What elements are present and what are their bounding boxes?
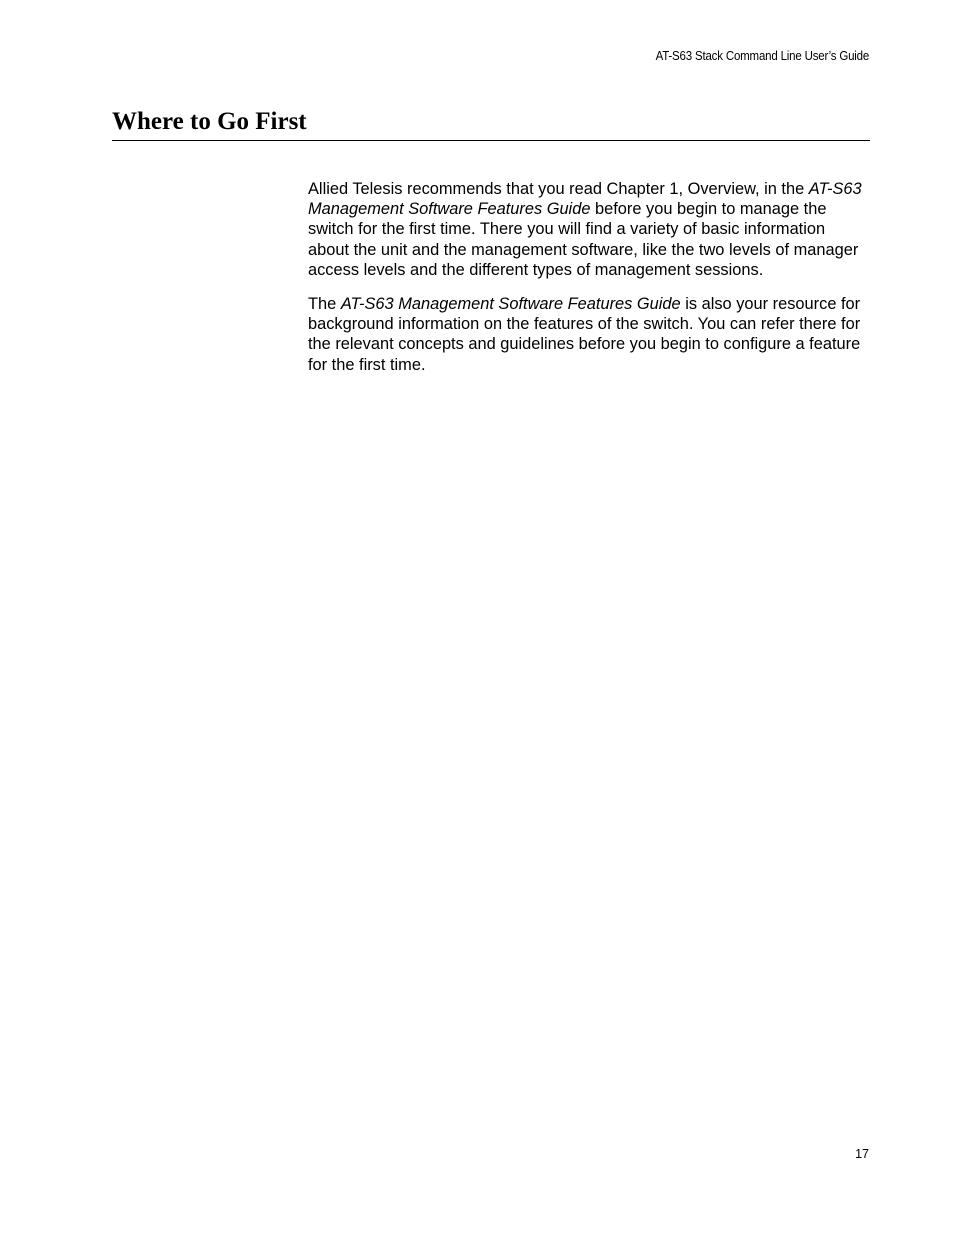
paragraph-2-lead: The [308, 295, 341, 314]
paragraph-1-tail: before you begin to manage the switch for the first time. There you will find a variety of basic information about the unit and the management software, like the two levels of manager access levels and the different types of management sessions. [308, 200, 859, 279]
paragraph-1-book-title: AT-S63 Management Software Features Guide [308, 180, 862, 219]
page-number: 17 [855, 1147, 869, 1161]
paragraph-1-lead: Allied Telesis recommends that you read Chapter 1, Overview, in the [308, 180, 809, 198]
paragraph-1 [308, 179, 870, 280]
paragraph-2 [308, 294, 870, 375]
running-header: AT-S63 Stack Command Line User’s Guide [655, 49, 869, 63]
body-text [308, 179, 870, 389]
section-title: Where to Go First [112, 108, 307, 135]
title-rule [112, 140, 870, 141]
paragraph-2-tail: is also your resource for background information on the features of the switch. You can refer there for the relevant concepts and guidelines before you begin to configure a feature for the first time. [308, 295, 861, 374]
paragraph-2-book-title: AT-S63 Management Software Features Guide [340, 295, 681, 314]
